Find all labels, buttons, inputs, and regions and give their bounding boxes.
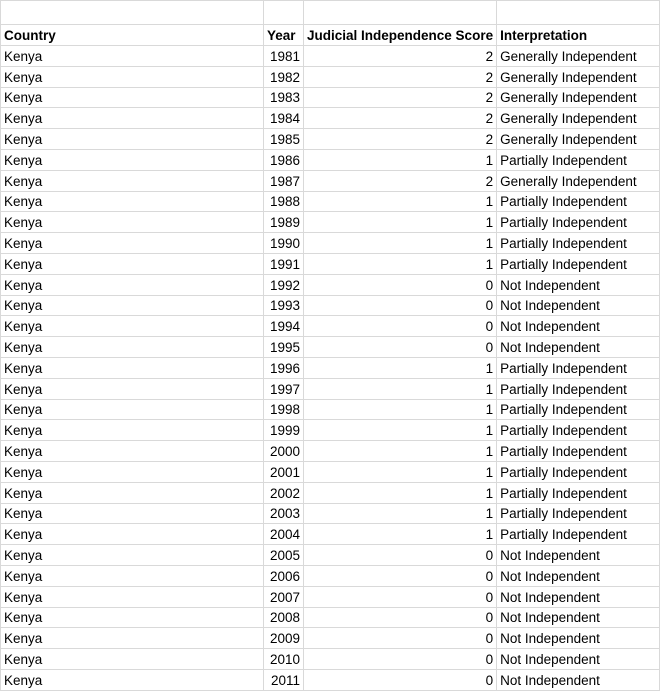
- cell-country[interactable]: Kenya: [1, 565, 264, 586]
- cell-interpretation[interactable]: Partially Independent: [497, 524, 660, 545]
- table-row: [1, 441, 660, 462]
- cell-year[interactable]: 2007: [264, 586, 304, 607]
- cell-score[interactable]: 1: [304, 441, 497, 462]
- table-row: [1, 170, 660, 191]
- header-country[interactable]: Country: [1, 25, 264, 46]
- cell-year[interactable]: 1992: [264, 274, 304, 295]
- cell-score[interactable]: 1: [304, 503, 497, 524]
- cell-year[interactable]: 1986: [264, 149, 304, 170]
- table-row: [1, 357, 660, 378]
- cell-score[interactable]: 1: [304, 253, 497, 274]
- cell-score[interactable]: 2: [304, 46, 497, 67]
- cell-year[interactable]: 2006: [264, 565, 304, 586]
- cell-score[interactable]: 0: [304, 565, 497, 586]
- cell-interpretation[interactable]: Partially Independent: [497, 212, 660, 233]
- table-row: [1, 669, 660, 690]
- cell-interpretation[interactable]: Partially Independent: [497, 503, 660, 524]
- cell-country[interactable]: Kenya: [1, 170, 264, 191]
- cell-year[interactable]: 1991: [264, 253, 304, 274]
- cell-year[interactable]: 2004: [264, 524, 304, 545]
- cell-year[interactable]: 1997: [264, 378, 304, 399]
- cell-year[interactable]: 2010: [264, 649, 304, 670]
- cell-interpretation[interactable]: Partially Independent: [497, 253, 660, 274]
- cell-year[interactable]: 1983: [264, 87, 304, 108]
- cell-interpretation[interactable]: Not Independent: [497, 628, 660, 649]
- table-row: [1, 87, 660, 108]
- cell-country[interactable]: Kenya: [1, 399, 264, 420]
- table-row: [1, 586, 660, 607]
- cell-score[interactable]: 0: [304, 586, 497, 607]
- cell-interpretation[interactable]: Not Independent: [497, 545, 660, 566]
- table-row: [1, 66, 660, 87]
- cell-interpretation[interactable]: Generally Independent: [497, 129, 660, 150]
- cell-score[interactable]: 1: [304, 191, 497, 212]
- cell-year[interactable]: 1996: [264, 357, 304, 378]
- table-row: [1, 565, 660, 586]
- cell[interactable]: [1, 1, 264, 25]
- table-row: [1, 378, 660, 399]
- table-row: [1, 149, 660, 170]
- table-row: [1, 316, 660, 337]
- cell-year[interactable]: 2000: [264, 441, 304, 462]
- cell-interpretation[interactable]: Not Independent: [497, 337, 660, 358]
- header-score[interactable]: Judicial Independence Score: [304, 25, 497, 46]
- cell-interpretation[interactable]: Generally Independent: [497, 87, 660, 108]
- table-row: [1, 129, 660, 150]
- cell-year[interactable]: 1985: [264, 129, 304, 150]
- cell-year[interactable]: 2011: [264, 669, 304, 690]
- cell[interactable]: [497, 1, 660, 25]
- cell-score[interactable]: 0: [304, 649, 497, 670]
- cell-country[interactable]: Kenya: [1, 357, 264, 378]
- cell-country[interactable]: Kenya: [1, 545, 264, 566]
- cell-interpretation[interactable]: Partially Independent: [497, 191, 660, 212]
- cell-country[interactable]: Kenya: [1, 149, 264, 170]
- cell-country[interactable]: Kenya: [1, 191, 264, 212]
- table-row: [1, 607, 660, 628]
- cell-interpretation[interactable]: Partially Independent: [497, 482, 660, 503]
- cell-year[interactable]: 1988: [264, 191, 304, 212]
- cell-country[interactable]: Kenya: [1, 461, 264, 482]
- cell-interpretation[interactable]: Partially Independent: [497, 461, 660, 482]
- cell-score[interactable]: 1: [304, 212, 497, 233]
- cell-score[interactable]: 2: [304, 170, 497, 191]
- cell-score[interactable]: 0: [304, 669, 497, 690]
- cell-country[interactable]: Kenya: [1, 586, 264, 607]
- cell-year[interactable]: 1994: [264, 316, 304, 337]
- cell-interpretation[interactable]: Not Independent: [497, 649, 660, 670]
- cell-year[interactable]: 1998: [264, 399, 304, 420]
- cell-score[interactable]: 0: [304, 295, 497, 316]
- cell-score[interactable]: 1: [304, 420, 497, 441]
- cell-score[interactable]: 1: [304, 524, 497, 545]
- cell-score[interactable]: 1: [304, 378, 497, 399]
- cell-country[interactable]: Kenya: [1, 212, 264, 233]
- table-row: [1, 524, 660, 545]
- cell-interpretation[interactable]: Partially Independent: [497, 378, 660, 399]
- cell-score[interactable]: 2: [304, 87, 497, 108]
- cell-interpretation[interactable]: Partially Independent: [497, 420, 660, 441]
- cell-country[interactable]: Kenya: [1, 337, 264, 358]
- cell-interpretation[interactable]: Not Independent: [497, 565, 660, 586]
- table-row: [1, 233, 660, 254]
- cell-year[interactable]: 1993: [264, 295, 304, 316]
- cell-interpretation[interactable]: Partially Independent: [497, 399, 660, 420]
- cell-year[interactable]: 1990: [264, 233, 304, 254]
- cell-interpretation[interactable]: Not Independent: [497, 669, 660, 690]
- cell-score[interactable]: 2: [304, 66, 497, 87]
- cell-country[interactable]: Kenya: [1, 46, 264, 67]
- cell-country[interactable]: Kenya: [1, 669, 264, 690]
- cell-year[interactable]: 1999: [264, 420, 304, 441]
- cell-country[interactable]: Kenya: [1, 108, 264, 129]
- cell-country[interactable]: Kenya: [1, 316, 264, 337]
- cell-score[interactable]: 0: [304, 628, 497, 649]
- cell-year[interactable]: 1982: [264, 66, 304, 87]
- blank-row: [1, 1, 660, 25]
- cell-interpretation[interactable]: Not Independent: [497, 607, 660, 628]
- cell-year[interactable]: 1989: [264, 212, 304, 233]
- header-year[interactable]: Year: [264, 25, 304, 46]
- cell-score[interactable]: 0: [304, 337, 497, 358]
- cell-country[interactable]: Kenya: [1, 441, 264, 462]
- cell-score[interactable]: 0: [304, 607, 497, 628]
- table-row: [1, 253, 660, 274]
- cell-score[interactable]: 1: [304, 399, 497, 420]
- cell-country[interactable]: Kenya: [1, 274, 264, 295]
- cell-score[interactable]: 0: [304, 545, 497, 566]
- cell-year[interactable]: 2008: [264, 607, 304, 628]
- table-row: [1, 46, 660, 67]
- cell-score[interactable]: 2: [304, 129, 497, 150]
- cell-country[interactable]: Kenya: [1, 420, 264, 441]
- cell-year[interactable]: 2005: [264, 545, 304, 566]
- cell-country[interactable]: Kenya: [1, 607, 264, 628]
- cell-score[interactable]: 1: [304, 233, 497, 254]
- table-row: [1, 420, 660, 441]
- table-row: [1, 295, 660, 316]
- cell-country[interactable]: Kenya: [1, 233, 264, 254]
- cell-score[interactable]: 2: [304, 108, 497, 129]
- table-row: [1, 628, 660, 649]
- cell-year[interactable]: 2009: [264, 628, 304, 649]
- table-row: [1, 482, 660, 503]
- header-row: [1, 25, 660, 46]
- cell-year[interactable]: 1981: [264, 46, 304, 67]
- cell-country[interactable]: Kenya: [1, 87, 264, 108]
- cell-interpretation[interactable]: Not Independent: [497, 295, 660, 316]
- cell-country[interactable]: Kenya: [1, 503, 264, 524]
- cell-interpretation[interactable]: Generally Independent: [497, 66, 660, 87]
- cell-country[interactable]: Kenya: [1, 378, 264, 399]
- cell-country[interactable]: Kenya: [1, 628, 264, 649]
- table-row: [1, 212, 660, 233]
- cell-interpretation[interactable]: Partially Independent: [497, 441, 660, 462]
- cell-country[interactable]: Kenya: [1, 253, 264, 274]
- table-row: [1, 274, 660, 295]
- table-row: [1, 461, 660, 482]
- cell-year[interactable]: 1987: [264, 170, 304, 191]
- cell-country[interactable]: Kenya: [1, 129, 264, 150]
- cell-year[interactable]: 1995: [264, 337, 304, 358]
- cell-interpretation[interactable]: Generally Independent: [497, 46, 660, 67]
- cell-score[interactable]: 1: [304, 149, 497, 170]
- header-interpretation[interactable]: Interpretation: [497, 25, 660, 46]
- cell-country[interactable]: Kenya: [1, 66, 264, 87]
- cell-interpretation[interactable]: Generally Independent: [497, 170, 660, 191]
- cell-interpretation[interactable]: Not Independent: [497, 274, 660, 295]
- cell[interactable]: [304, 1, 497, 25]
- cell-year[interactable]: 2003: [264, 503, 304, 524]
- cell-year[interactable]: 2001: [264, 461, 304, 482]
- cell-score[interactable]: 1: [304, 482, 497, 503]
- cell-interpretation[interactable]: Partially Independent: [497, 357, 660, 378]
- cell-interpretation[interactable]: Not Independent: [497, 586, 660, 607]
- cell-interpretation[interactable]: Partially Independent: [497, 149, 660, 170]
- cell-year[interactable]: 1984: [264, 108, 304, 129]
- cell-country[interactable]: Kenya: [1, 295, 264, 316]
- cell[interactable]: [264, 1, 304, 25]
- cell-interpretation[interactable]: Not Independent: [497, 316, 660, 337]
- cell-country[interactable]: Kenya: [1, 482, 264, 503]
- table-row: [1, 108, 660, 129]
- cell-interpretation[interactable]: Generally Independent: [497, 108, 660, 129]
- table-row: [1, 399, 660, 420]
- cell-score[interactable]: 0: [304, 274, 497, 295]
- cell-year[interactable]: 2002: [264, 482, 304, 503]
- cell-interpretation[interactable]: Partially Independent: [497, 233, 660, 254]
- cell-score[interactable]: 1: [304, 461, 497, 482]
- table-row: [1, 545, 660, 566]
- table-row: [1, 337, 660, 358]
- cell-country[interactable]: Kenya: [1, 524, 264, 545]
- table-row: [1, 503, 660, 524]
- cell-score[interactable]: 1: [304, 357, 497, 378]
- table-row: [1, 191, 660, 212]
- cell-country[interactable]: Kenya: [1, 649, 264, 670]
- cell-score[interactable]: 0: [304, 316, 497, 337]
- table-row: [1, 649, 660, 670]
